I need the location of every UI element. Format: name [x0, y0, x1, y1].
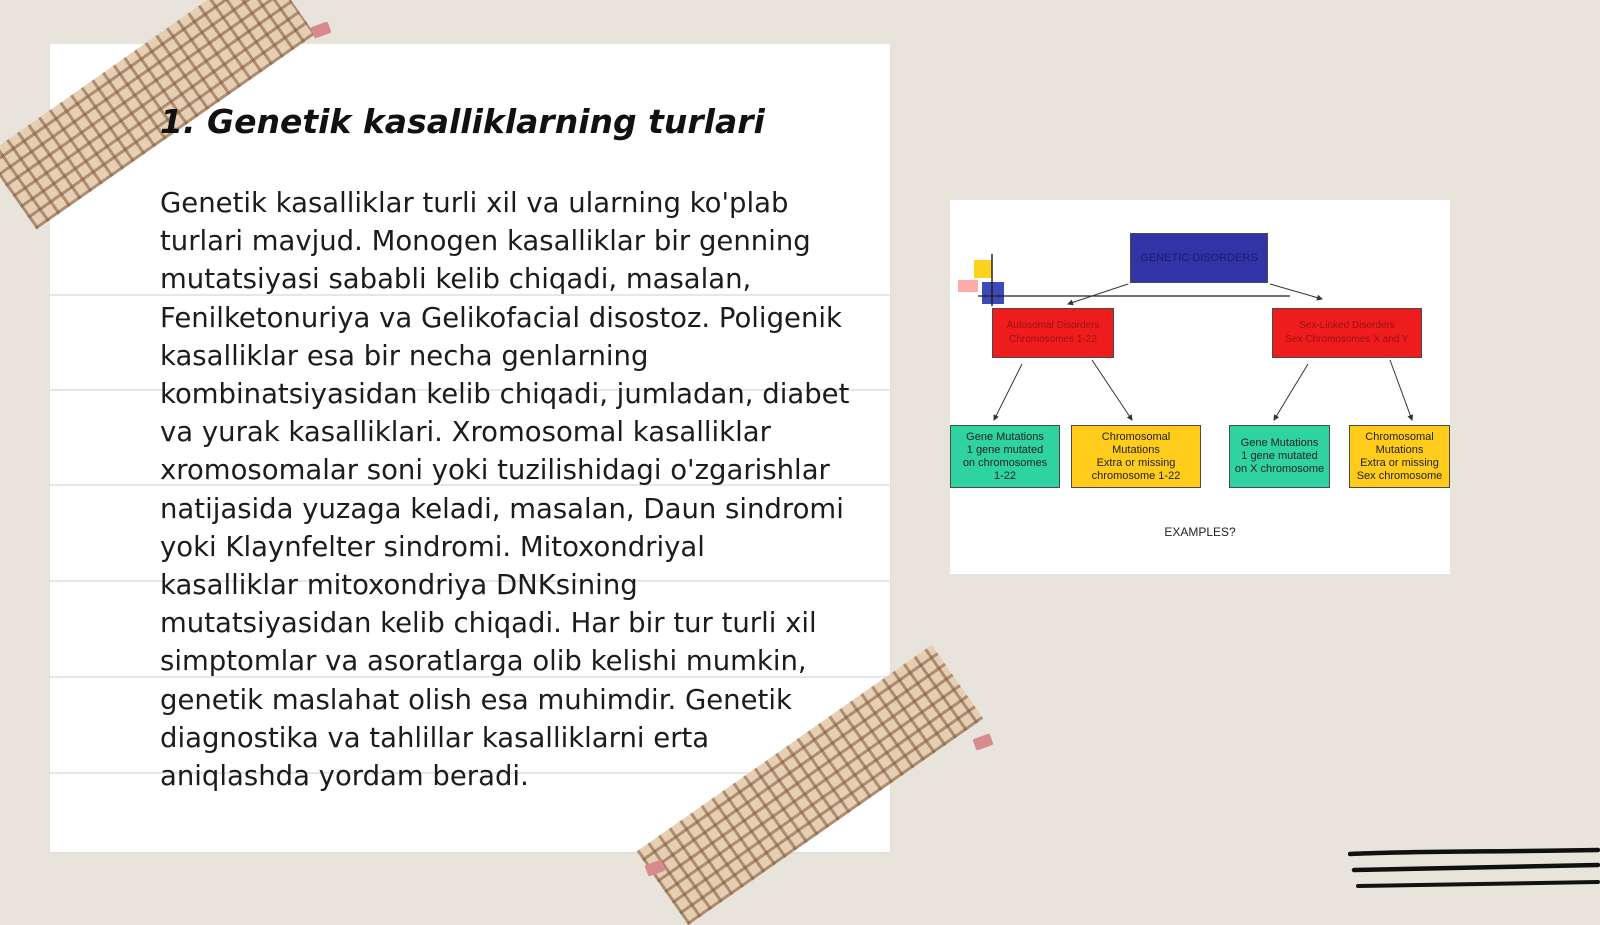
leaf-text-line: Gene Mutations — [1240, 437, 1319, 449]
diagram-autosomal-node — [992, 308, 1114, 358]
leaf-text-line: Mutations — [1375, 443, 1424, 456]
sex-linked-label: Sex-Linked Disorders — [1299, 320, 1395, 331]
slide-body-text: Genetik kasalliklar turli xil va ularning ko'plab turlari mavjud. Monogen kasalliklar bir genning mutatsiyasi sababli kelib chiqadi, masalan, Fenilketonuriya va Gelikofacial disostoz. Poligenik kasalliklar esa bir necha genlarning kombinatsiyasidan kelib chiqadi, jumladan, diabet va yurak kasalliklari. Xromosomal kasalliklar xromosomalar soni yoki tuzilishidagi o'zgarishlar natijasida yuzaga keladi, masalan, Daun sindromi yoki Klaynfelter sindromi. Mitoxondriyal kasalliklar mitoxondriya DNKsining mutatsiyasidan kelib chiqadi. Har bir tur turli xil simptomlar va asoratlarga olib kelishi mumkin, genetik maslahat olish esa muhimdir. Genetik diagnostika va tahlillar kasalliklarni erta aniqlashda yordam beradi. — [160, 187, 850, 793]
tape-flag-icon — [972, 733, 993, 750]
slide-title: 1. Genetik kasalliklarning turlari — [160, 102, 765, 141]
diagram-footer-label: EXAMPLES? — [1164, 525, 1236, 539]
leaf-text-line: Chromosomal — [1101, 430, 1171, 443]
leaf-text-line: Gene Mutations — [966, 430, 1044, 443]
diagram-leaf-node — [1071, 425, 1201, 488]
leaf-text-line: chromosome 1-22 — [1091, 469, 1181, 482]
leaf-text-line: Extra or missing — [1096, 456, 1176, 469]
leaf-text-line: 1 gene mutated — [966, 443, 1044, 456]
brush-stroke-lines-icon — [1348, 846, 1600, 900]
diagram-root-label: GENETIC DISORDERS — [1140, 251, 1258, 264]
tape-flag-icon — [310, 21, 331, 38]
autosomal-sublabel: Chromosomes 1-22 — [1009, 334, 1097, 345]
genetic-disorders-diagram — [950, 200, 1450, 574]
leaf-text-line: 1-22 — [993, 469, 1017, 482]
diagram-sex-linked-node — [1272, 308, 1422, 358]
leaf-text-line: on chromosomes — [962, 456, 1048, 469]
leaf-text-line: Mutations — [1112, 443, 1160, 456]
autosomal-label: Autosomal Disorders — [1006, 320, 1100, 331]
diagram-root-node — [1130, 233, 1268, 283]
diagram-leaf-node — [1229, 425, 1330, 488]
sex-linked-sublabel: Sex Chromosomes X and Y — [1285, 334, 1409, 345]
leaf-text-line: Sex chromosome — [1356, 469, 1443, 482]
diagram-leaf-node — [1349, 425, 1450, 488]
leaf-text-line: 1 gene mutated — [1241, 450, 1318, 462]
leaf-text-line: Chromosomal — [1365, 430, 1434, 443]
leaf-text-line: Extra or missing — [1360, 456, 1439, 469]
diagram-leaf-node — [950, 425, 1060, 488]
leaf-text-line: on X chromosome — [1234, 463, 1325, 475]
